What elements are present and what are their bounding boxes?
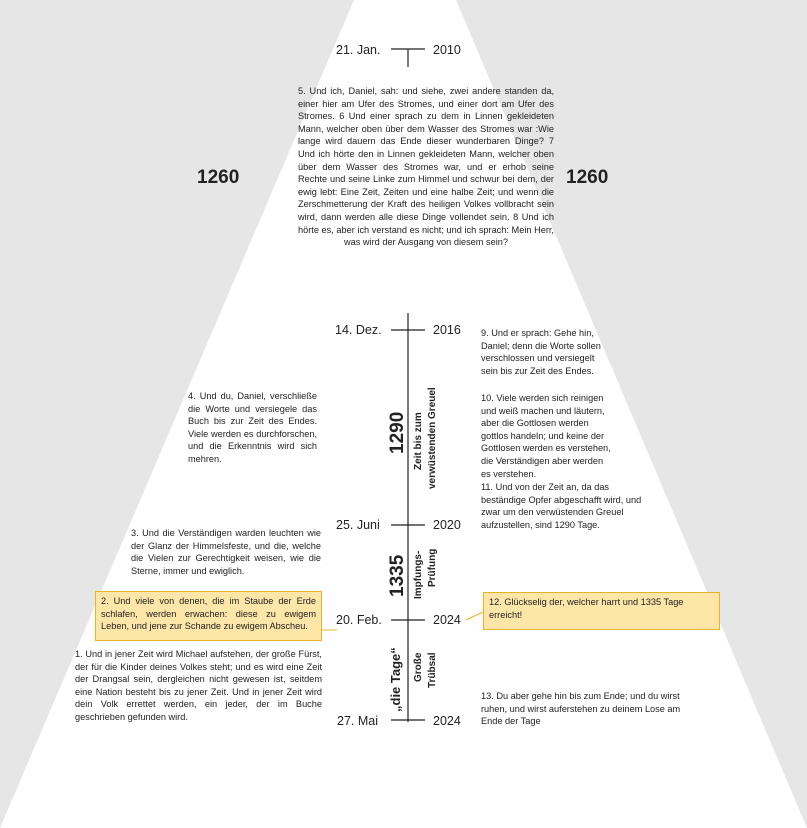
date-year-1: 2016 [433, 323, 461, 337]
period-1335-label-1: Impfungs- [413, 550, 424, 599]
period-1290-label-1: Zeit bis zum [413, 412, 424, 470]
date-year-2: 2020 [433, 518, 461, 532]
verse-11: 11. Und von der Zeit an, da das beständige Opfer abgeschafft wird, und zwar um den verwüstenden Greuel aufzustellen, sind 1290 Tage. [481, 482, 642, 530]
period-tage-label-2: Trübsal [427, 652, 438, 688]
verse-10: 10. Viele werden sich reinigen und weiß machen und läutern, aber die Gottlosen werden gottlos handeln; und keine der Gottlosen werden es verstehen, die Verständigen aber werden es verstehen. [481, 393, 611, 479]
top-date-year: 2010 [433, 43, 461, 57]
date-year-3: 2024 [433, 613, 461, 627]
period-1335-number: 1335 [387, 554, 408, 597]
top-date-day: 21. Jan. [336, 43, 381, 57]
period-1290-label-2: verwüstenden Greuel [427, 387, 438, 489]
number-1260-left: 1260 [197, 167, 240, 188]
date-day-1: 14. Dez. [335, 323, 382, 337]
verse-9: 9. Und er sprach: Gehe hin, Daniel; denn die Worte sollen verschlossen und versiegelt sein bis zur Zeit des Endes. [481, 328, 601, 376]
verse-13: 13. Du aber gehe hin bis zum Ende; und du wirst ruhen, und wirst auferstehen zu deinem Lose am Ende der Tage [481, 691, 681, 727]
verse-2-highlight: 2. Und viele von denen, die im Staube der Erde schlafen, werden erwachen: diese zu ewigem Leben, und jene zur Schande zu ewigem Abscheu. [95, 591, 322, 641]
date-day-3: 20. Feb. [336, 613, 382, 627]
date-day-4: 27. Mai [337, 714, 378, 728]
verse-12-highlight: 12. Glückselig der, welcher harrt und 1335 Tage erreicht! [483, 592, 720, 630]
verse-4: 4. Und du, Daniel, verschließe die Worte und versiegele das Buch bis zur Zeit des Endes. Viele werden es durchforschen, und die Erkenntnis wird sich mehren. [188, 391, 317, 464]
verse-3: 3. Und die Verständigen warden leuchten wie der Glanz der Himmelsfeste, und die, welche die Vielen zur Gerechtigkeit weisen, wie die Sterne, immer und ewiglich. [131, 528, 321, 576]
verse-5-8: 5. Und ich, Daniel, sah: und siehe, zwei andere standen da, einer hier am Ufer des Stromes, und einer dort am Ufer des Stromes. 6 Und einer sprach zu dem in Linnen gekleideten Mann, welcher oben über dem Wasser des Stromes war :Wie lange wird dauern das Ende dieser wunderbaren Dinge? 7 Und ich hörte den in Linnen gekleideten Mann, welcher oben über dem Wasser des Stromes war, und er erhob seine Rechte und seine Linke zum Himmel und schwur bei dem, der ewig lebt: Eine Zeit, Zeiten und eine halbe Zeit; und wenn die Zerschmetterung der Kraft des heiligen Volkes vollbracht sein wird, dann werden alle diese Dinge vollendet sein. 8 Und ich hörte es, aber ich verstand es nicht; und ich sprach: Mein Herr, was wird der Ausgang von diesem sein? [298, 86, 554, 248]
period-tage-number: „die Tage“ [388, 647, 403, 712]
number-1260-right: 1260 [566, 167, 609, 188]
verse-1: 1. Und in jener Zeit wird Michael aufstehen, der große Fürst, der für die Kinder deines Volkes steht; und es wird eine Zeit der Drangsal sein, dergleichen nicht gewesen ist, seitdem eine Nation besteht bis zu jener Zeit. Und in jener Zeit wird dein Volk errettet werden, ein jeder, der im Buche geschrieben gefunden wird. [75, 649, 322, 722]
date-day-2: 25. Juni [336, 518, 380, 532]
period-tage-label-1: Große [413, 652, 424, 682]
period-1335-label-2: Prüfung [427, 548, 438, 587]
period-1290-number: 1290 [387, 411, 408, 454]
date-year-4: 2024 [433, 714, 461, 728]
